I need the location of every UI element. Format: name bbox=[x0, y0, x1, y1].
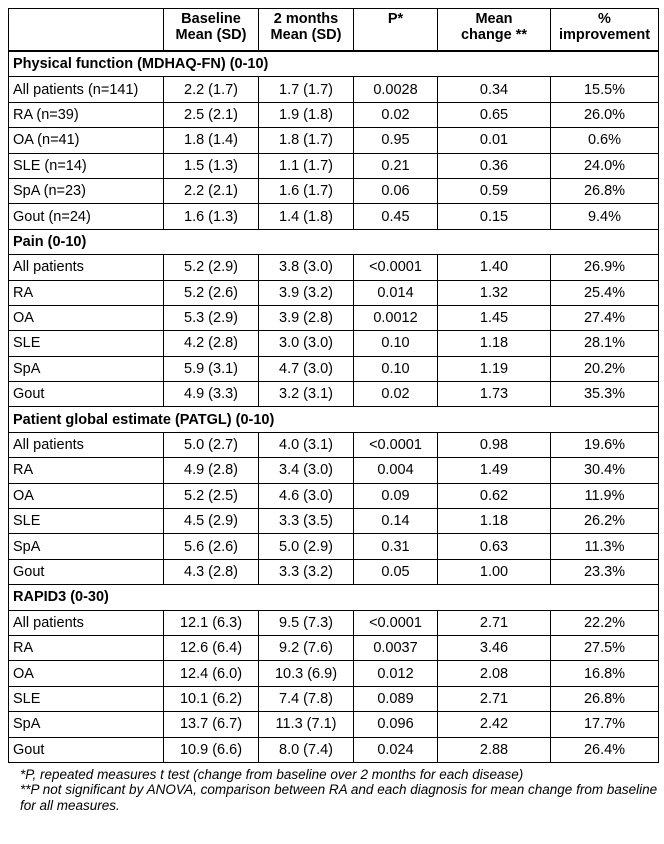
cell-mean-change: 1.00 bbox=[438, 559, 551, 584]
cell-label: SLE bbox=[9, 509, 164, 534]
cell-p-value: 0.10 bbox=[354, 331, 438, 356]
cell-label: RA bbox=[9, 458, 164, 483]
cell-label: All patients bbox=[9, 255, 164, 280]
cell-improvement: 26.9% bbox=[551, 255, 659, 280]
footnotes bbox=[8, 767, 658, 814]
cell-p-value: 0.0037 bbox=[354, 635, 438, 660]
header-row bbox=[9, 9, 659, 52]
cell-improvement: 16.8% bbox=[551, 661, 659, 686]
cell-p-value: 0.14 bbox=[354, 509, 438, 534]
cell-improvement: 0.6% bbox=[551, 128, 659, 153]
cell-improvement: 27.4% bbox=[551, 305, 659, 330]
table-row bbox=[9, 534, 659, 559]
cell-2months: 4.0 (3.1) bbox=[259, 432, 354, 457]
cell-improvement: 19.6% bbox=[551, 432, 659, 457]
cell-label: SLE bbox=[9, 686, 164, 711]
cell-baseline: 5.0 (2.7) bbox=[164, 432, 259, 457]
cell-mean-change: 2.88 bbox=[438, 737, 551, 762]
table-row bbox=[9, 77, 659, 102]
cell-label: SLE (n=14) bbox=[9, 153, 164, 178]
cell-improvement: 28.1% bbox=[551, 331, 659, 356]
cell-p-value: <0.0001 bbox=[354, 432, 438, 457]
results-table bbox=[8, 8, 659, 763]
cell-baseline: 2.5 (2.1) bbox=[164, 102, 259, 127]
cell-label: SpA bbox=[9, 534, 164, 559]
header-p-value: P* bbox=[354, 9, 438, 52]
header-2months bbox=[259, 9, 354, 52]
cell-mean-change: 0.65 bbox=[438, 102, 551, 127]
table-row bbox=[9, 432, 659, 457]
cell-mean-change: 1.40 bbox=[438, 255, 551, 280]
cell-p-value: 0.004 bbox=[354, 458, 438, 483]
cell-2months: 1.9 (1.8) bbox=[259, 102, 354, 127]
cell-2months: 3.0 (3.0) bbox=[259, 331, 354, 356]
cell-mean-change: 2.08 bbox=[438, 661, 551, 686]
cell-p-value: 0.21 bbox=[354, 153, 438, 178]
header-baseline-line1: Baseline bbox=[181, 11, 241, 27]
cell-2months: 3.4 (3.0) bbox=[259, 458, 354, 483]
cell-baseline: 4.9 (2.8) bbox=[164, 458, 259, 483]
cell-improvement: 35.3% bbox=[551, 382, 659, 407]
cell-mean-change: 0.63 bbox=[438, 534, 551, 559]
table-row bbox=[9, 483, 659, 508]
cell-2months: 10.3 (6.9) bbox=[259, 661, 354, 686]
cell-improvement: 26.2% bbox=[551, 509, 659, 534]
table-row bbox=[9, 331, 659, 356]
cell-baseline: 5.6 (2.6) bbox=[164, 534, 259, 559]
cell-improvement: 26.8% bbox=[551, 686, 659, 711]
cell-2months: 3.8 (3.0) bbox=[259, 255, 354, 280]
cell-label: Gout bbox=[9, 559, 164, 584]
header-baseline bbox=[164, 9, 259, 52]
cell-2months: 9.2 (7.6) bbox=[259, 635, 354, 660]
table-row bbox=[9, 712, 659, 737]
cell-p-value: 0.0012 bbox=[354, 305, 438, 330]
cell-2months: 11.3 (7.1) bbox=[259, 712, 354, 737]
cell-label: Gout bbox=[9, 737, 164, 762]
section-header-row bbox=[9, 51, 659, 77]
cell-improvement: 9.4% bbox=[551, 204, 659, 229]
header-mean-change-line2: change ** bbox=[460, 27, 528, 43]
cell-mean-change: 1.32 bbox=[438, 280, 551, 305]
cell-baseline: 5.2 (2.6) bbox=[164, 280, 259, 305]
cell-mean-change: 2.71 bbox=[438, 610, 551, 635]
cell-2months: 7.4 (7.8) bbox=[259, 686, 354, 711]
cell-mean-change: 2.42 bbox=[438, 712, 551, 737]
cell-p-value: 0.95 bbox=[354, 128, 438, 153]
cell-mean-change: 0.59 bbox=[438, 178, 551, 203]
cell-improvement: 24.0% bbox=[551, 153, 659, 178]
cell-improvement: 11.9% bbox=[551, 483, 659, 508]
header-2months-line1: 2 months bbox=[273, 11, 339, 27]
cell-p-value: 0.05 bbox=[354, 559, 438, 584]
cell-baseline: 2.2 (1.7) bbox=[164, 77, 259, 102]
section-title: Physical function (MDHAQ-FN) (0-10) bbox=[9, 51, 659, 77]
cell-label: Gout bbox=[9, 382, 164, 407]
cell-baseline: 5.2 (2.5) bbox=[164, 483, 259, 508]
header-label-column bbox=[9, 9, 164, 52]
cell-mean-change: 1.73 bbox=[438, 382, 551, 407]
cell-baseline: 4.5 (2.9) bbox=[164, 509, 259, 534]
cell-label: SpA bbox=[9, 356, 164, 381]
cell-improvement: 11.3% bbox=[551, 534, 659, 559]
cell-baseline: 10.1 (6.2) bbox=[164, 686, 259, 711]
cell-2months: 3.3 (3.5) bbox=[259, 509, 354, 534]
cell-label: All patients (n=141) bbox=[9, 77, 164, 102]
table-row bbox=[9, 382, 659, 407]
cell-improvement: 26.4% bbox=[551, 737, 659, 762]
section-header-row bbox=[9, 407, 659, 432]
cell-label: SLE bbox=[9, 331, 164, 356]
cell-mean-change: 3.46 bbox=[438, 635, 551, 660]
table-body bbox=[9, 51, 659, 762]
cell-improvement: 23.3% bbox=[551, 559, 659, 584]
section-header-row bbox=[9, 585, 659, 610]
table-row bbox=[9, 102, 659, 127]
cell-2months: 5.0 (2.9) bbox=[259, 534, 354, 559]
cell-label: OA bbox=[9, 661, 164, 686]
cell-p-value: 0.06 bbox=[354, 178, 438, 203]
cell-label: SpA (n=23) bbox=[9, 178, 164, 203]
cell-mean-change: 1.45 bbox=[438, 305, 551, 330]
header-improvement-line1: % bbox=[598, 11, 611, 27]
cell-p-value: 0.31 bbox=[354, 534, 438, 559]
section-title: RAPID3 (0-30) bbox=[9, 585, 659, 610]
cell-2months: 1.1 (1.7) bbox=[259, 153, 354, 178]
cell-p-value: 0.02 bbox=[354, 102, 438, 127]
table-row bbox=[9, 204, 659, 229]
cell-baseline: 12.6 (6.4) bbox=[164, 635, 259, 660]
table-row bbox=[9, 559, 659, 584]
table-row bbox=[9, 128, 659, 153]
cell-baseline: 2.2 (2.1) bbox=[164, 178, 259, 203]
cell-p-value: 0.096 bbox=[354, 712, 438, 737]
cell-p-value: 0.0028 bbox=[354, 77, 438, 102]
cell-baseline: 4.9 (3.3) bbox=[164, 382, 259, 407]
cell-2months: 1.7 (1.7) bbox=[259, 77, 354, 102]
cell-improvement: 20.2% bbox=[551, 356, 659, 381]
cell-2months: 3.9 (2.8) bbox=[259, 305, 354, 330]
cell-p-value: 0.024 bbox=[354, 737, 438, 762]
cell-2months: 1.8 (1.7) bbox=[259, 128, 354, 153]
table-row bbox=[9, 458, 659, 483]
cell-p-value: 0.10 bbox=[354, 356, 438, 381]
section-header-row bbox=[9, 229, 659, 254]
cell-label: RA bbox=[9, 635, 164, 660]
cell-p-value: 0.014 bbox=[354, 280, 438, 305]
cell-baseline: 12.4 (6.0) bbox=[164, 661, 259, 686]
cell-p-value: <0.0001 bbox=[354, 610, 438, 635]
table-container bbox=[8, 8, 658, 813]
cell-mean-change: 0.62 bbox=[438, 483, 551, 508]
cell-baseline: 1.6 (1.3) bbox=[164, 204, 259, 229]
cell-baseline: 5.3 (2.9) bbox=[164, 305, 259, 330]
cell-mean-change: 0.36 bbox=[438, 153, 551, 178]
cell-mean-change: 0.15 bbox=[438, 204, 551, 229]
cell-mean-change: 1.18 bbox=[438, 331, 551, 356]
cell-improvement: 17.7% bbox=[551, 712, 659, 737]
section-title: Patient global estimate (PATGL) (0-10) bbox=[9, 407, 659, 432]
cell-baseline: 10.9 (6.6) bbox=[164, 737, 259, 762]
cell-baseline: 12.1 (6.3) bbox=[164, 610, 259, 635]
cell-mean-change: 0.34 bbox=[438, 77, 551, 102]
section-title: Pain (0-10) bbox=[9, 229, 659, 254]
cell-baseline: 1.5 (1.3) bbox=[164, 153, 259, 178]
cell-p-value: 0.089 bbox=[354, 686, 438, 711]
cell-baseline: 5.2 (2.9) bbox=[164, 255, 259, 280]
header-baseline-line2: Mean (SD) bbox=[175, 27, 247, 43]
table-row bbox=[9, 305, 659, 330]
cell-baseline: 1.8 (1.4) bbox=[164, 128, 259, 153]
cell-mean-change: 1.19 bbox=[438, 356, 551, 381]
table-row bbox=[9, 737, 659, 762]
cell-2months: 4.6 (3.0) bbox=[259, 483, 354, 508]
cell-mean-change: 0.98 bbox=[438, 432, 551, 457]
cell-2months: 1.6 (1.7) bbox=[259, 178, 354, 203]
table-row bbox=[9, 635, 659, 660]
table-row bbox=[9, 686, 659, 711]
cell-label: OA bbox=[9, 483, 164, 508]
cell-mean-change: 1.49 bbox=[438, 458, 551, 483]
footnote-2: **P not significant by ANOVA, comparison between RA and each diagnosis for mean change from baseline for all measures. bbox=[20, 782, 658, 813]
cell-label: All patients bbox=[9, 610, 164, 635]
table-row bbox=[9, 661, 659, 686]
cell-mean-change: 0.01 bbox=[438, 128, 551, 153]
cell-improvement: 30.4% bbox=[551, 458, 659, 483]
cell-baseline: 4.2 (2.8) bbox=[164, 331, 259, 356]
table-row bbox=[9, 255, 659, 280]
cell-p-value: 0.02 bbox=[354, 382, 438, 407]
table-row bbox=[9, 509, 659, 534]
header-improvement bbox=[551, 9, 659, 52]
cell-label: Gout (n=24) bbox=[9, 204, 164, 229]
table-row bbox=[9, 153, 659, 178]
cell-baseline: 13.7 (6.7) bbox=[164, 712, 259, 737]
table-row bbox=[9, 356, 659, 381]
header-mean-change bbox=[438, 9, 551, 52]
cell-2months: 8.0 (7.4) bbox=[259, 737, 354, 762]
cell-p-value: 0.09 bbox=[354, 483, 438, 508]
cell-improvement: 27.5% bbox=[551, 635, 659, 660]
cell-label: OA bbox=[9, 305, 164, 330]
cell-improvement: 22.2% bbox=[551, 610, 659, 635]
cell-label: RA bbox=[9, 280, 164, 305]
cell-2months: 3.9 (3.2) bbox=[259, 280, 354, 305]
header-mean-change-line1: Mean bbox=[475, 11, 513, 27]
cell-2months: 1.4 (1.8) bbox=[259, 204, 354, 229]
cell-baseline: 5.9 (3.1) bbox=[164, 356, 259, 381]
cell-mean-change: 2.71 bbox=[438, 686, 551, 711]
cell-p-value: 0.45 bbox=[354, 204, 438, 229]
cell-2months: 9.5 (7.3) bbox=[259, 610, 354, 635]
cell-improvement: 26.0% bbox=[551, 102, 659, 127]
cell-2months: 3.3 (3.2) bbox=[259, 559, 354, 584]
cell-2months: 3.2 (3.1) bbox=[259, 382, 354, 407]
cell-baseline: 4.3 (2.8) bbox=[164, 559, 259, 584]
cell-p-value: <0.0001 bbox=[354, 255, 438, 280]
header-2months-line2: Mean (SD) bbox=[270, 27, 342, 43]
table-row bbox=[9, 280, 659, 305]
cell-improvement: 25.4% bbox=[551, 280, 659, 305]
cell-improvement: 26.8% bbox=[551, 178, 659, 203]
header-improvement-line2: improvement bbox=[558, 27, 651, 43]
cell-improvement: 15.5% bbox=[551, 77, 659, 102]
cell-mean-change: 1.18 bbox=[438, 509, 551, 534]
cell-label: SpA bbox=[9, 712, 164, 737]
footnote-1: *P, repeated measures t test (change from baseline over 2 months for each disease) bbox=[20, 766, 524, 782]
table-row bbox=[9, 178, 659, 203]
cell-label: RA (n=39) bbox=[9, 102, 164, 127]
cell-label: OA (n=41) bbox=[9, 128, 164, 153]
cell-p-value: 0.012 bbox=[354, 661, 438, 686]
cell-label: All patients bbox=[9, 432, 164, 457]
table-row bbox=[9, 610, 659, 635]
cell-2months: 4.7 (3.0) bbox=[259, 356, 354, 381]
